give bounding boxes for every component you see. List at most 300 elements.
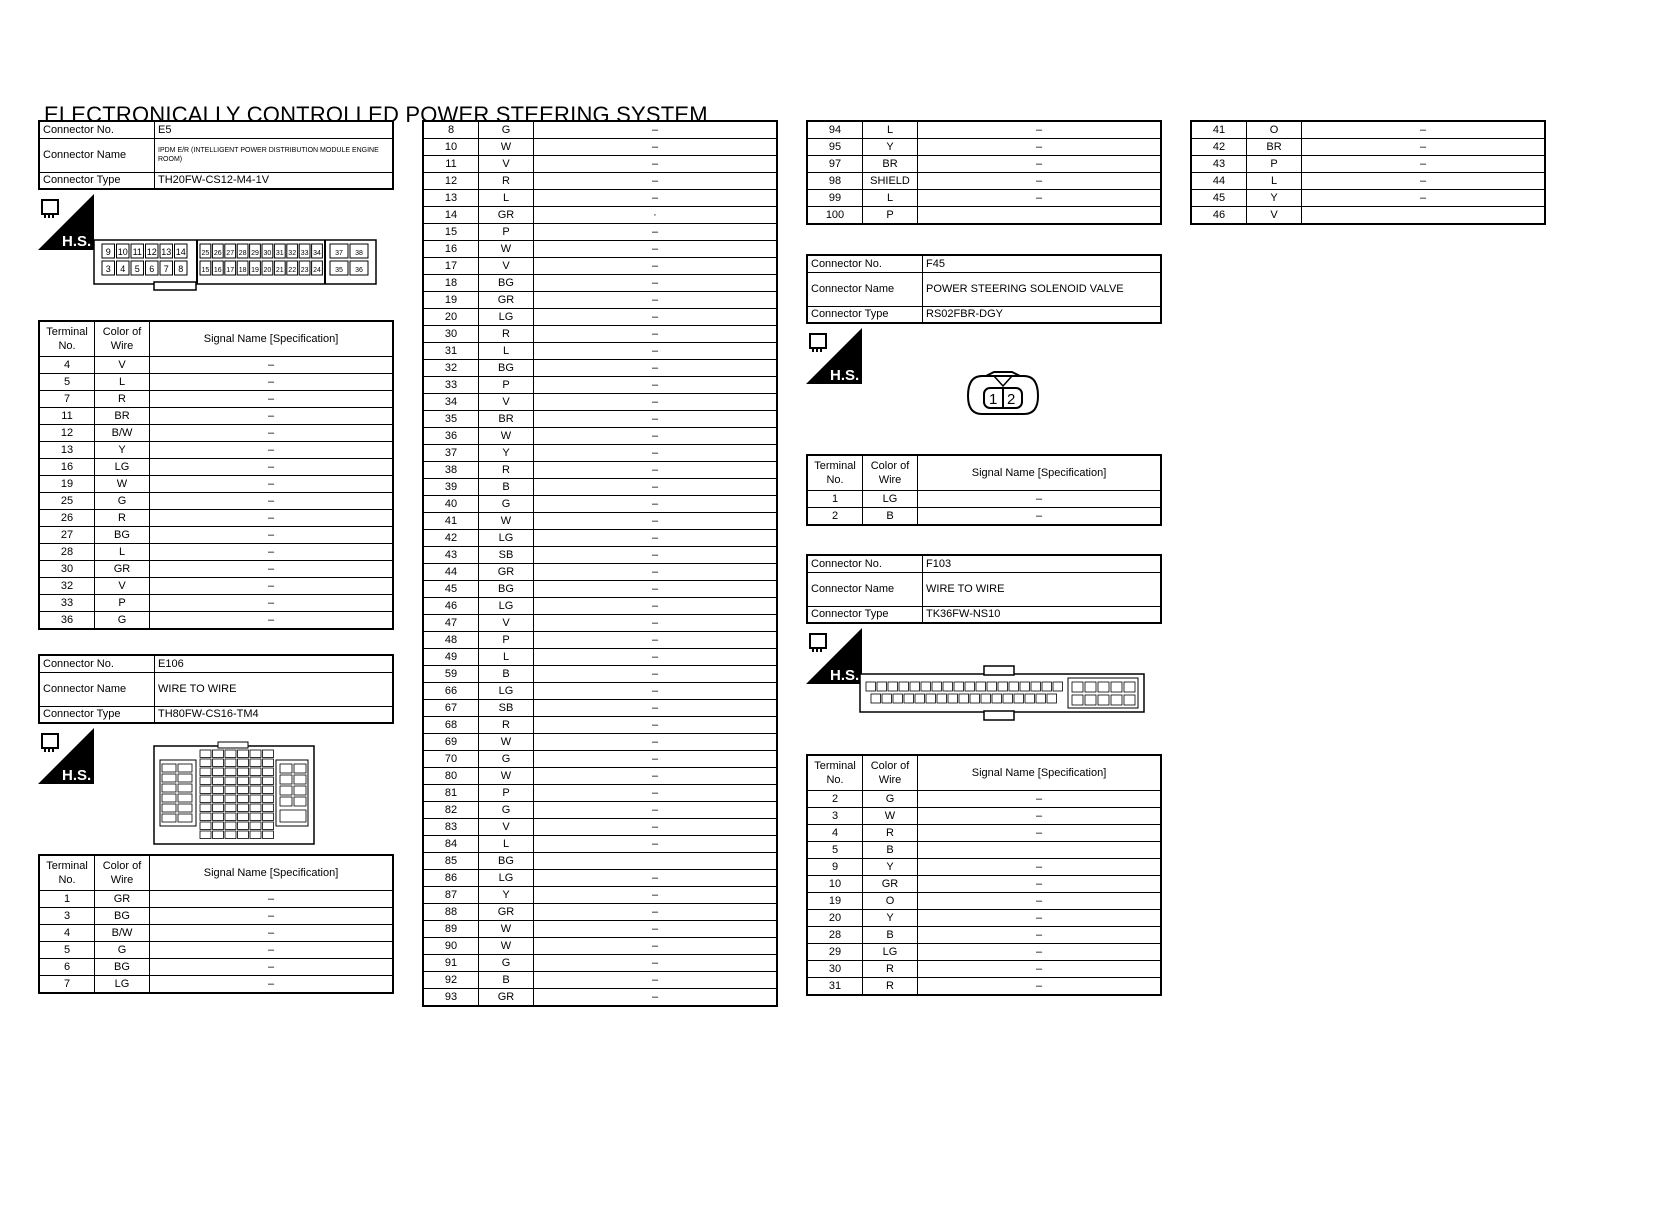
e106-terminal-table xyxy=(38,854,394,994)
signal-name-cell: – xyxy=(918,808,1162,825)
terminal-no-cell: 93 xyxy=(423,989,479,1007)
signal-name-cell: – xyxy=(534,615,778,632)
terminal-no-header: Terminal No. xyxy=(39,321,95,357)
table-row xyxy=(423,955,777,972)
e106-connector-name: WIRE TO WIRE xyxy=(155,672,394,706)
table-row xyxy=(423,445,777,462)
connector-cavity xyxy=(200,786,211,794)
connector-cavity xyxy=(250,813,261,821)
table-row xyxy=(423,241,777,258)
table-row xyxy=(423,768,777,785)
signal-name-cell: – xyxy=(534,513,778,530)
terminal-no-cell: 43 xyxy=(1191,156,1247,173)
signal-name-cell: – xyxy=(918,961,1162,978)
connector-cavity xyxy=(1020,682,1030,691)
table-row xyxy=(423,615,777,632)
table-row xyxy=(807,842,1161,859)
connector-cavity xyxy=(225,795,236,803)
wire-color-cell: B xyxy=(479,666,534,683)
wire-color-cell: G xyxy=(479,496,534,513)
table-row xyxy=(423,139,777,156)
connector-cavity xyxy=(225,822,236,830)
table-row xyxy=(423,751,777,768)
wire-color-cell: V xyxy=(1247,207,1302,225)
connector-cavity xyxy=(250,777,261,785)
terminal-no-cell: 42 xyxy=(1191,139,1247,156)
f103-connector-type: TK36FW-NS10 xyxy=(923,606,1162,623)
e5-connector-diagram xyxy=(92,236,378,292)
terminal-no-cell: 45 xyxy=(1191,190,1247,207)
signal-name-cell: – xyxy=(918,944,1162,961)
connector-cavity xyxy=(280,786,292,795)
signal-name-cell: – xyxy=(534,156,778,173)
connector-pin-label: 38 xyxy=(355,250,363,257)
connector-cavity xyxy=(250,768,261,776)
f45-connector-type: RS02FBR-DGY xyxy=(923,306,1162,323)
terminal-no-header: Terminal No. xyxy=(39,855,95,891)
f103-connector-diagram xyxy=(858,664,1146,722)
connector-name-label: Connector Name xyxy=(807,272,923,306)
wire-color-cell: BG xyxy=(95,908,150,925)
wire-color-cell: V xyxy=(95,357,150,374)
connector-cavity xyxy=(263,768,274,776)
color-of-wire-header: Color of Wire xyxy=(95,321,150,357)
connector-cavity xyxy=(162,804,176,812)
signal-name-cell: – xyxy=(534,411,778,428)
signal-name-cell: – xyxy=(150,357,394,374)
signal-name-cell: – xyxy=(534,751,778,768)
signal-name-cell: – xyxy=(534,360,778,377)
e5-connector-no: E5 xyxy=(155,121,394,138)
connector-no-label: Connector No. xyxy=(807,255,923,272)
connector-cavity xyxy=(943,682,953,691)
connector-cavity xyxy=(200,822,211,830)
wire-color-cell: R xyxy=(479,462,534,479)
connector-cavity xyxy=(866,682,876,691)
connector-cavity xyxy=(162,794,176,802)
table-row xyxy=(39,561,393,578)
connector-pin-label: 11 xyxy=(132,247,142,257)
connector-pin-label: 36 xyxy=(355,267,363,274)
connector-cavity xyxy=(280,775,292,784)
table-row xyxy=(423,343,777,360)
connector-cavity xyxy=(294,786,306,795)
table-row xyxy=(39,942,393,959)
wire-color-cell: LG xyxy=(479,870,534,887)
connector-pin-label: 13 xyxy=(161,247,172,257)
terminal-no-cell: 1 xyxy=(39,891,95,908)
terminal-no-cell: 95 xyxy=(807,139,863,156)
terminal-no-cell: 86 xyxy=(423,870,479,887)
table-row xyxy=(423,717,777,734)
signal-name-cell: – xyxy=(534,700,778,717)
table-row xyxy=(423,156,777,173)
signal-name-cell: – xyxy=(918,491,1162,508)
terminal-no-cell: 45 xyxy=(423,581,479,598)
wire-color-cell: W xyxy=(863,808,918,825)
wire-color-cell: O xyxy=(863,893,918,910)
connector-pin-label: 28 xyxy=(238,250,247,257)
wire-color-cell: GR xyxy=(479,207,534,224)
connector-cavity xyxy=(250,822,261,830)
signal-name-cell: – xyxy=(534,275,778,292)
connector-pin-label: 15 xyxy=(201,267,210,274)
terminal-no-cell: 14 xyxy=(423,207,479,224)
table-row xyxy=(39,408,393,425)
connector-cavity xyxy=(238,759,249,767)
wire-color-cell: LG xyxy=(479,309,534,326)
terminal-no-cell: 4 xyxy=(807,825,863,842)
wire-color-cell: LG xyxy=(95,459,150,476)
table-row xyxy=(423,921,777,938)
table-row xyxy=(423,530,777,547)
wire-color-cell: V xyxy=(479,615,534,632)
table-row xyxy=(423,598,777,615)
wire-color-cell: BR xyxy=(479,411,534,428)
terminal-no-cell: 89 xyxy=(423,921,479,938)
connector-cavity xyxy=(263,750,274,758)
terminal-no-cell: 2 xyxy=(807,508,863,526)
connector-cavity xyxy=(200,831,211,839)
signal-name-header: Signal Name [Specification] xyxy=(150,321,394,357)
terminal-no-cell: 42 xyxy=(423,530,479,547)
wire-color-cell: W xyxy=(479,139,534,156)
table-row xyxy=(423,581,777,598)
table-row xyxy=(807,156,1161,173)
table-row xyxy=(807,944,1161,961)
wire-color-cell: BG xyxy=(479,853,534,870)
connector-name-label: Connector Name xyxy=(807,572,923,606)
terminal-no-cell: 31 xyxy=(807,978,863,996)
signal-name-cell: – xyxy=(918,893,1162,910)
connector-cavity xyxy=(1025,694,1035,703)
table-row xyxy=(423,462,777,479)
terminal-no-cell: 6 xyxy=(39,959,95,976)
terminal-no-cell: 5 xyxy=(39,942,95,959)
wire-color-cell: R xyxy=(95,510,150,527)
connector-type-label: Connector Type xyxy=(39,706,155,723)
table-row xyxy=(807,121,1161,139)
wire-color-cell: L xyxy=(479,649,534,666)
connector-cavity xyxy=(970,694,980,703)
terminal-no-cell: 36 xyxy=(39,612,95,630)
connector-pin-label: 31 xyxy=(275,250,284,257)
terminal-no-cell: 4 xyxy=(39,925,95,942)
terminal-no-cell: 10 xyxy=(807,876,863,893)
signal-name-cell: – xyxy=(534,377,778,394)
signal-name-cell: – xyxy=(534,581,778,598)
table-row xyxy=(423,700,777,717)
table-row xyxy=(423,683,777,700)
table-row xyxy=(39,510,393,527)
table-row xyxy=(423,972,777,989)
table-row xyxy=(807,978,1161,996)
hs-icon xyxy=(806,328,862,384)
wire-color-cell: W xyxy=(479,768,534,785)
connector-cavity xyxy=(294,764,306,773)
connector-pin-label: 32 xyxy=(288,250,297,257)
signal-name-cell: – xyxy=(918,156,1162,173)
e5-connector-type: TH20FW-CS12-M4-1V xyxy=(155,172,394,189)
connector-cavity xyxy=(213,759,224,767)
signal-name-cell: – xyxy=(150,925,394,942)
signal-name-cell: – xyxy=(534,462,778,479)
terminal-no-cell: 13 xyxy=(39,442,95,459)
wire-color-cell: B/W xyxy=(95,925,150,942)
terminal-no-cell: 97 xyxy=(807,156,863,173)
terminal-no-cell: 3 xyxy=(807,808,863,825)
connector-cavity xyxy=(250,831,261,839)
connector-cavity xyxy=(200,813,211,821)
terminal-no-cell: 31 xyxy=(423,343,479,360)
wire-color-cell: B xyxy=(863,842,918,859)
signal-name-cell: – xyxy=(918,508,1162,526)
terminal-no-cell: 2 xyxy=(807,791,863,808)
connector-cavity xyxy=(238,822,249,830)
signal-name-cell: – xyxy=(534,598,778,615)
signal-name-cell: – xyxy=(534,139,778,156)
table-row xyxy=(423,938,777,955)
connector-cavity xyxy=(250,795,261,803)
table-row xyxy=(39,493,393,510)
table-row xyxy=(807,491,1161,508)
connector-cavity xyxy=(294,775,306,784)
e5-terminal-table xyxy=(38,320,394,630)
connector-cavity xyxy=(263,831,274,839)
wire-color-cell: R xyxy=(479,173,534,190)
connector-cavity xyxy=(225,750,236,758)
connector-cavity xyxy=(238,813,249,821)
wire-color-cell: Y xyxy=(95,442,150,459)
connector-cavity xyxy=(888,682,898,691)
signal-name-cell: – xyxy=(534,479,778,496)
signal-name-cell: – xyxy=(150,408,394,425)
connector-pin-label: 18 xyxy=(238,267,247,274)
signal-name-cell: – xyxy=(534,326,778,343)
color-of-wire-header: Color of Wire xyxy=(863,455,918,491)
terminal-no-cell: 30 xyxy=(423,326,479,343)
svg-text:H.S.: H.S. xyxy=(830,367,860,384)
wire-color-cell: GR xyxy=(95,891,150,908)
wire-color-cell: O xyxy=(1247,121,1302,139)
connector-type-label: Connector Type xyxy=(807,606,923,623)
signal-name-cell: – xyxy=(534,802,778,819)
signal-name-cell: – xyxy=(150,527,394,544)
table-row xyxy=(423,326,777,343)
wire-color-cell: L xyxy=(863,190,918,207)
connector-cavity xyxy=(178,764,192,772)
signal-name-cell: – xyxy=(150,891,394,908)
connector-cavity xyxy=(213,822,224,830)
connector-pin-label: 5 xyxy=(134,264,140,274)
terminal-no-cell: 3 xyxy=(39,908,95,925)
terminal-no-cell: 70 xyxy=(423,751,479,768)
terminal-no-cell: 44 xyxy=(423,564,479,581)
connector-cavity xyxy=(178,794,192,802)
terminal-no-cell: 41 xyxy=(1191,121,1247,139)
wire-color-cell: B xyxy=(479,972,534,989)
signal-name-cell: – xyxy=(918,121,1162,139)
signal-name-cell: – xyxy=(534,309,778,326)
f45-terminal-table xyxy=(806,454,1162,526)
signal-name-cell: – xyxy=(534,989,778,1007)
terminal-no-cell: 87 xyxy=(423,887,479,904)
signal-name-cell xyxy=(1302,207,1546,225)
wire-color-cell: W xyxy=(95,476,150,493)
connector-type-label: Connector Type xyxy=(807,306,923,323)
connector-cavity xyxy=(250,759,261,767)
f103-connector-info xyxy=(806,554,1162,624)
table-row xyxy=(423,377,777,394)
connector-cavity xyxy=(1085,682,1096,692)
wire-color-cell: GR xyxy=(479,292,534,309)
connector-cavity xyxy=(1072,682,1083,692)
terminal-no-cell: 82 xyxy=(423,802,479,819)
terminal-no-cell: 20 xyxy=(807,910,863,927)
connector-pin-label: 33 xyxy=(300,250,309,257)
wire-color-cell: LG xyxy=(95,976,150,994)
connector-pin-label: 34 xyxy=(313,250,321,257)
wire-color-cell: Y xyxy=(479,887,534,904)
terminal-no-cell: 5 xyxy=(39,374,95,391)
wire-color-cell: G xyxy=(479,121,534,139)
connector-cavity xyxy=(200,750,211,758)
table-row xyxy=(39,595,393,612)
signal-name-cell: – xyxy=(1302,190,1546,207)
table-row xyxy=(39,578,393,595)
svg-text:H.S.: H.S. xyxy=(830,667,860,684)
wire-color-cell: P xyxy=(479,224,534,241)
terminal-no-cell: 41 xyxy=(423,513,479,530)
connector-cavity xyxy=(213,795,224,803)
color-of-wire-header: Color of Wire xyxy=(95,855,150,891)
wire-color-cell: BG xyxy=(479,275,534,292)
terminal-no-cell: 30 xyxy=(807,961,863,978)
table-row xyxy=(807,139,1161,156)
terminal-no-cell: 66 xyxy=(423,683,479,700)
wire-color-cell: SB xyxy=(479,547,534,564)
table-row xyxy=(423,989,777,1007)
terminal-no-cell: 11 xyxy=(39,408,95,425)
signal-name-cell: – xyxy=(150,425,394,442)
wire-color-cell: SB xyxy=(479,700,534,717)
wire-color-cell: BG xyxy=(95,959,150,976)
connector-cavity xyxy=(948,694,958,703)
connector-pin-label: 19 xyxy=(251,267,259,274)
table-row xyxy=(423,649,777,666)
terminal-no-cell: 46 xyxy=(1191,207,1247,225)
wire-color-cell: L xyxy=(479,190,534,207)
connector-cavity xyxy=(178,784,192,792)
connector-pin-label: 8 xyxy=(178,264,184,274)
terminal-no-cell: 12 xyxy=(39,425,95,442)
signal-name-cell: – xyxy=(534,343,778,360)
terminal-no-cell: 17 xyxy=(423,258,479,275)
wire-color-cell: Y xyxy=(863,139,918,156)
table-row xyxy=(39,527,393,544)
signal-name-cell: – xyxy=(1302,173,1546,190)
connector-cavity xyxy=(200,777,211,785)
connector-cavity xyxy=(162,814,176,822)
terminal-no-cell: 7 xyxy=(39,391,95,408)
signal-name-cell: – xyxy=(534,445,778,462)
wire-color-cell: V xyxy=(479,819,534,836)
connector-cavity xyxy=(1036,694,1046,703)
signal-name-cell: – xyxy=(150,442,394,459)
wire-color-cell: LG xyxy=(863,491,918,508)
connector-pin-label: 27 xyxy=(226,250,235,257)
connector-cavity xyxy=(965,682,975,691)
connector-cavity xyxy=(213,804,224,812)
terminal-no-cell: 43 xyxy=(423,547,479,564)
connector-cavity xyxy=(200,768,211,776)
e106-connector-type: TH80FW-CS16-TM4 xyxy=(155,706,394,723)
connector-cavity xyxy=(987,682,997,691)
terminal-no-cell: 36 xyxy=(423,428,479,445)
signal-name-header: Signal Name [Specification] xyxy=(918,755,1162,791)
signal-name-cell: – xyxy=(534,972,778,989)
connector-cavity xyxy=(178,814,192,822)
connector-no-label: Connector No. xyxy=(807,555,923,572)
table-row xyxy=(423,292,777,309)
wire-color-cell: BG xyxy=(479,360,534,377)
terminal-no-cell: 69 xyxy=(423,734,479,751)
terminal-no-cell: 30 xyxy=(39,561,95,578)
connector-cavity xyxy=(225,831,236,839)
table-row xyxy=(423,309,777,326)
wire-color-cell: P xyxy=(95,595,150,612)
connector-pin-label: 7 xyxy=(163,264,169,274)
connector-cavity xyxy=(225,768,236,776)
table-row xyxy=(1191,139,1545,156)
table-row xyxy=(807,173,1161,190)
e5-connector-info xyxy=(38,120,394,190)
terminal-no-cell: 44 xyxy=(1191,173,1247,190)
signal-name-cell xyxy=(918,842,1162,859)
signal-name-cell: · xyxy=(534,207,778,224)
signal-name-cell: – xyxy=(534,870,778,887)
table-row xyxy=(807,825,1161,842)
connector-cavity xyxy=(213,831,224,839)
wire-color-cell: BR xyxy=(95,408,150,425)
connector-cavity xyxy=(280,797,292,806)
wire-color-cell: R xyxy=(863,961,918,978)
table-row xyxy=(39,544,393,561)
signal-name-cell: – xyxy=(534,649,778,666)
connector-cavity xyxy=(1111,682,1122,692)
f103-terminal-table-continued xyxy=(1190,120,1546,225)
signal-name-cell: – xyxy=(150,612,394,630)
color-of-wire-header: Color of Wire xyxy=(863,755,918,791)
table-row xyxy=(807,927,1161,944)
signal-name-cell: – xyxy=(918,190,1162,207)
hs-icon xyxy=(806,628,862,684)
connector-cavity xyxy=(904,694,914,703)
wire-color-cell: L xyxy=(95,374,150,391)
table-row xyxy=(807,876,1161,893)
connector-pin-label: 14 xyxy=(175,247,186,257)
connector-pin-label: 20 xyxy=(263,267,272,274)
connector-cavity xyxy=(932,682,942,691)
wire-color-cell: GR xyxy=(479,904,534,921)
terminal-no-cell: 59 xyxy=(423,666,479,683)
connector-cavity xyxy=(238,831,249,839)
table-row xyxy=(807,508,1161,526)
connector-cavity xyxy=(1003,694,1013,703)
signal-name-cell: – xyxy=(1302,139,1546,156)
connector-cavity xyxy=(263,822,274,830)
wire-color-cell: GR xyxy=(863,876,918,893)
